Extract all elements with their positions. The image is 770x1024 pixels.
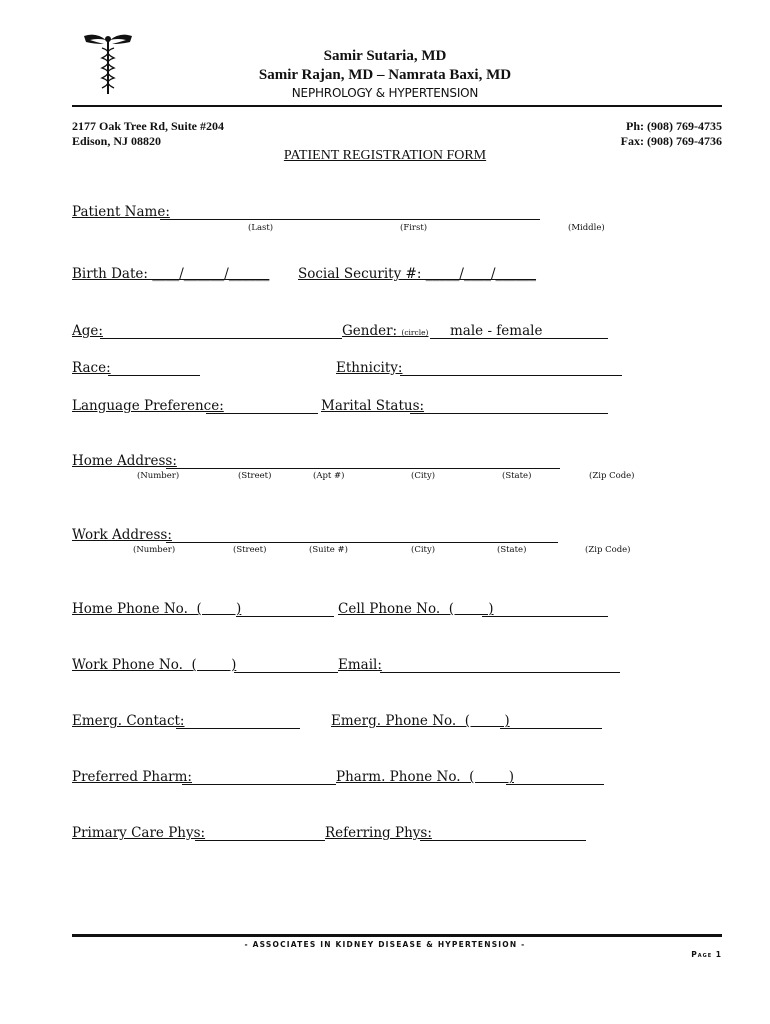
contact-block	[621, 119, 722, 149]
emerg-contact-label: Emerg. Contact:	[72, 713, 185, 729]
footer-rule	[72, 934, 722, 937]
cell-phone-label: Cell Phone No. ( )	[338, 601, 494, 617]
patient-name-field[interactable]	[160, 219, 540, 220]
work-zip-hint: (Zip Code)	[585, 545, 631, 555]
marital-field[interactable]	[410, 413, 608, 414]
race-label: Race:	[72, 360, 111, 376]
home-street-hint: (Street)	[238, 471, 272, 481]
address-block	[72, 119, 224, 149]
ethnicity-field[interactable]	[400, 375, 622, 376]
home-phone-label: Home Phone No. ( )	[72, 601, 242, 617]
home-phone-field[interactable]	[236, 616, 334, 617]
home-address-label: Home Address:	[72, 453, 177, 469]
pref-pharm-field[interactable]	[182, 784, 336, 785]
work-number-hint: (Number)	[133, 545, 176, 555]
pharm-phone-field[interactable]	[506, 784, 604, 785]
name-first-hint: (First)	[400, 223, 428, 233]
header-rule	[72, 105, 722, 107]
footer-tagline: - ASSOCIATES IN KIDNEY DISEASE & HYPERTENSION -	[244, 940, 526, 949]
specialty: NEPHROLOGY & HYPERTENSION	[291, 86, 479, 100]
work-street-hint: (Street)	[233, 545, 267, 555]
work-city-hint: (City)	[411, 545, 436, 555]
age-label: Age:	[72, 323, 103, 339]
ssn-field[interactable]: Social Security #: _____/____/______	[298, 266, 537, 282]
form-title: PATIENT REGISTRATION FORM	[283, 148, 487, 163]
name-middle-hint: (Middle)	[568, 223, 605, 233]
race-field[interactable]	[108, 375, 200, 376]
email-label: Email:	[338, 657, 382, 673]
email-field[interactable]	[380, 672, 620, 673]
doctor-names-secondary: Samir Rajan, MD – Namrata Baxi, MD	[258, 67, 512, 83]
address-line-2: Edison, NJ 08820	[72, 134, 162, 148]
phone-number: Ph: (908) 769-4735	[626, 119, 722, 133]
emerg-phone-field[interactable]	[500, 728, 602, 729]
work-state-hint: (State)	[497, 545, 527, 555]
gender-line	[430, 338, 608, 339]
name-last-hint: (Last)	[248, 223, 274, 233]
pcp-field[interactable]	[195, 840, 325, 841]
fax-number: Fax: (908) 769-4736	[620, 134, 722, 148]
referring-label: Referring Phys:	[325, 825, 432, 841]
patient-name-label: Patient Name:	[72, 204, 170, 220]
home-address-field[interactable]	[166, 468, 560, 469]
birth-date-field[interactable]: Birth Date: ____/______/______	[72, 266, 270, 282]
language-label: Language Preference:	[72, 398, 224, 414]
home-apt-hint: (Apt #)	[313, 471, 345, 481]
home-state-hint: (State)	[502, 471, 532, 481]
page-number: Page 1	[691, 950, 722, 959]
cell-phone-field[interactable]	[482, 616, 608, 617]
gender-text: Gender:	[342, 323, 398, 339]
marital-label: Marital Status:	[321, 398, 425, 414]
referring-field[interactable]	[420, 840, 586, 841]
gender-label	[342, 323, 428, 339]
address-line-1: 2177 Oak Tree Rd, Suite #204	[72, 119, 225, 133]
home-zip-hint: (Zip Code)	[589, 471, 635, 481]
home-number-hint: (Number)	[137, 471, 180, 481]
language-field[interactable]	[206, 413, 318, 414]
work-phone-label: Work Phone No. ( )	[72, 657, 237, 673]
age-field[interactable]	[100, 338, 342, 339]
emerg-contact-field[interactable]	[176, 728, 300, 729]
gender-options[interactable]: male - female	[450, 323, 543, 339]
emerg-phone-label: Emerg. Phone No. ( )	[331, 713, 510, 729]
gender-hint: (circle)	[401, 328, 429, 337]
pref-pharm-label: Preferred Pharm:	[72, 769, 192, 785]
pcp-label: Primary Care Phys:	[72, 825, 206, 841]
ethnicity-label: Ethnicity:	[336, 360, 403, 376]
doctor-name-primary: Samir Sutaria, MD	[323, 48, 447, 64]
work-address-label: Work Address:	[72, 527, 172, 543]
work-address-field[interactable]	[166, 542, 558, 543]
work-suite-hint: (Suite #)	[309, 545, 348, 555]
work-phone-field[interactable]	[234, 672, 338, 673]
pharm-phone-label: Pharm. Phone No. ( )	[336, 769, 514, 785]
home-city-hint: (City)	[411, 471, 436, 481]
